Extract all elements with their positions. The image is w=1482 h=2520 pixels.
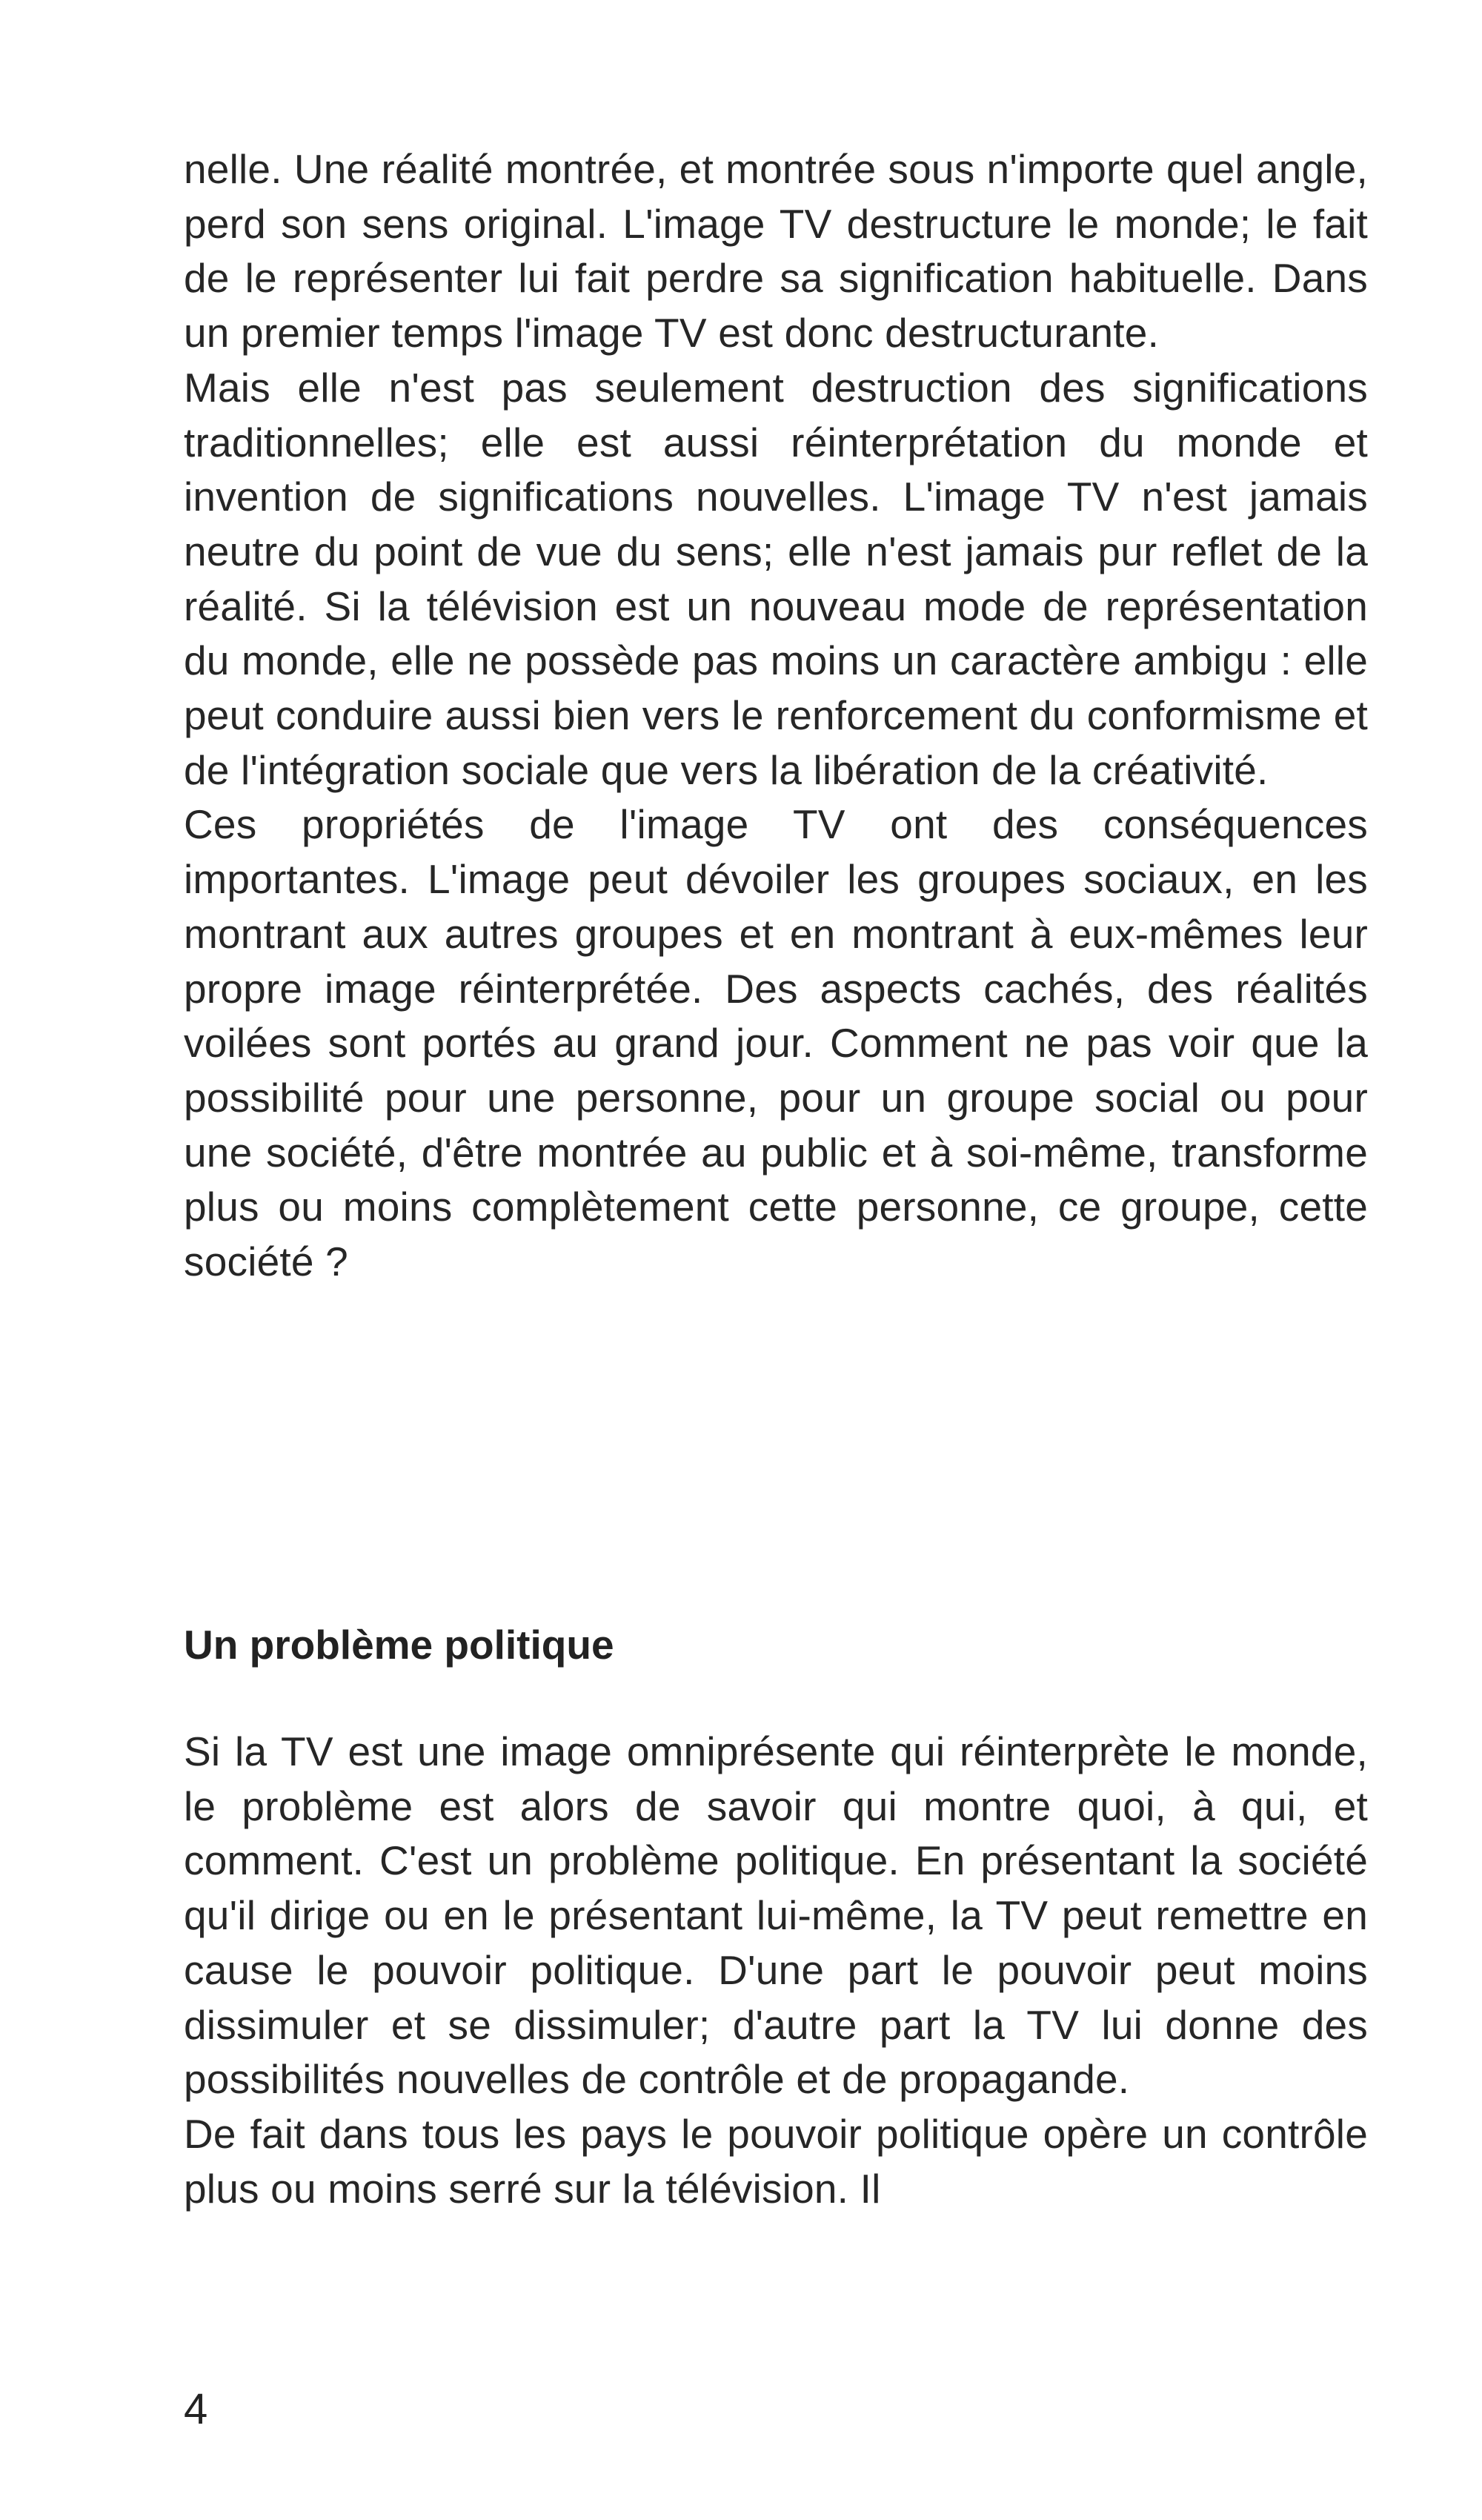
paragraph: nelle. Une réalité montrée, et montrée sous n'importe quel angle, perd son sens original. L'image TV destructure le monde; le fait de le représenter lui fait perdre sa signification habituelle. Dans un premier temps l'image TV est donc destructurante. bbox=[184, 146, 1368, 357]
paragraph: Mais elle n'est pas seulement destruction des significations traditionnelles; elle est aussi réinterprétation du monde et invention de significations nouvelles. L'image TV n'est jamais neutre du point de vue du sens; elle n'est jamais pur reflet de la réalité. Si la télévision est un nouveau mode de représentation du monde, elle ne possède pas moins un caractère ambigu : elle peut conduire aussi bien vers le renforcement du conformisme et de l'intégration sociale que vers la libération de la créativité. bbox=[184, 364, 1368, 793]
page-number: 4 bbox=[184, 2385, 208, 2433]
paragraph: Si la TV est une image omniprésente qui réinterprète le monde, le problème est alors de savoir qui montre quoi, à qui, et comment. C'est un problème politique. En présentant la société qu'il dirige ou en le présentant lui-même, la TV peut remettre en cause le pouvoir politique. D'une part le pouvoir peut moins dissimuler et se dissimuler; d'autre part la TV lui donne des possibilités nouvelles de contrôle et de propagande. bbox=[184, 1728, 1368, 2103]
paragraph: Ces propriétés de l'image TV ont des conséquences importantes. L'image peut dévoiler les groupes sociaux, en les montrant aux autres groupes et en montrant à eux-mêmes leur propre image réinterprétée. Des aspects cachés, des réalités voilées sont portés au grand jour. Comment ne pas voir que la possibilité pour une personne, pour un groupe social ou pour une société, d'être montrée au public et à soi-même, transforme plus ou moins complètement cette personne, ce groupe, cette société ? bbox=[184, 801, 1368, 1285]
text-section-1 bbox=[184, 142, 1368, 1290]
text-section-2 bbox=[184, 1725, 1368, 2216]
paragraph: De fait dans tous les pays le pouvoir politique opère un contrôle plus ou moins serré sur la télévision. Il bbox=[184, 2110, 1368, 2212]
section-heading: Un problème politique bbox=[184, 1622, 614, 1668]
